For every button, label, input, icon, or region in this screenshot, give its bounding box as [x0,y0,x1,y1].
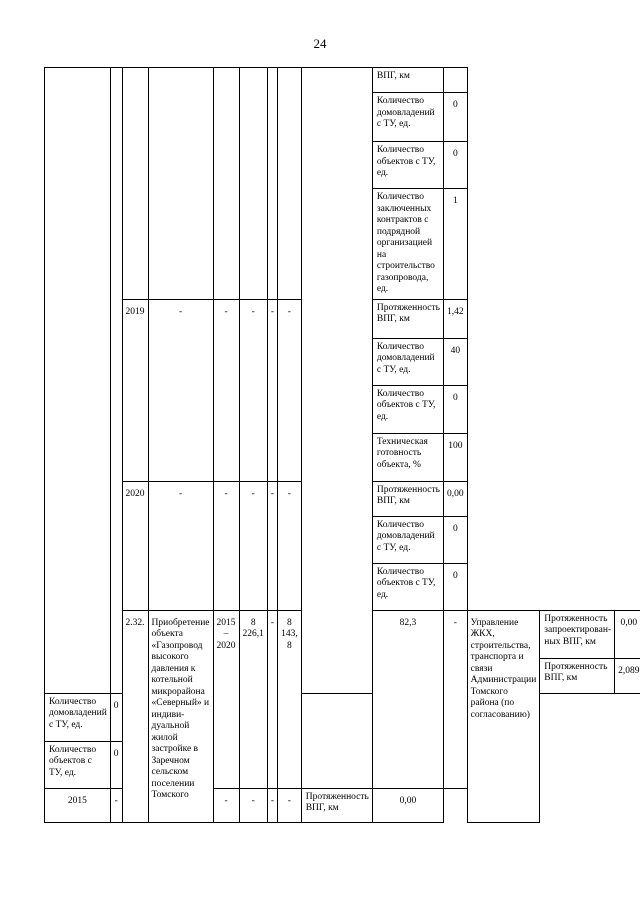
indicator-name: Количество объектов с ТУ, ед. [372,563,443,610]
year-cell: 2015 [45,788,111,822]
prev-executor-cell [301,68,372,694]
amount-cell: - [444,610,468,788]
amount-cell: - [213,481,239,610]
amount-cell: - [239,299,267,481]
indicator-value: 0 [444,563,468,610]
amount-cell: - [267,610,277,788]
indicator-value: 1,42 [444,299,468,338]
indicator-name: Количество домовладений с ТУ, ед. [45,693,111,741]
indicator-name: Количество домовладений с ТУ, ед. [372,516,443,563]
indicator-name: Протяженность ВПГ, км [301,788,372,822]
indicator-value: 0 [444,93,468,142]
year-cell: 2020 [122,481,148,610]
indicator-name: Протяженность ВПГ, км [540,658,615,693]
prev-name-cell [110,68,122,694]
indicator-value: 1 [444,189,468,300]
indicator-name: Количество объектов с ТУ, ед. [45,741,111,788]
indicator-name: ВПГ, км [372,68,443,93]
indicator-value: 0,00 [615,610,640,658]
indicator-name: Протяженность ВПГ, км [372,299,443,338]
amount-cell: 82,3 [372,610,443,788]
amount-cell: 8 226,1 [239,610,267,788]
amount-cell: - [278,788,302,822]
year-cell: 2019 [122,299,148,481]
indicator-value: 0 [444,516,468,563]
prev-number-cell [45,68,111,694]
indicator-name: Количество домовладений с ТУ, ед. [372,338,443,385]
amount-cell: - [267,481,277,610]
item-name: Приобретение объекта «Газопровод высокого давления к котельной микрорайона «Северный» и индиви-дуальной жилой застройке в Заречном сельском поселении Томского [148,610,213,822]
indicator-value: 2,089 [615,658,640,693]
prev-year-cell [122,68,148,300]
indicator-name: Протяженность ВПГ, км [372,481,443,516]
amount-cell: - [239,481,267,610]
executor-cell: Управление ЖКХ, строительства, транспорта и связи Администрации Томского района (по согласованию) [467,610,540,822]
amount-cell: - [239,788,267,822]
item-number: 2.32. [122,610,148,822]
program-table [44,67,640,823]
amount-cell: - [148,481,213,610]
indicator-name: Количество домовладений с ТУ, ед. [372,93,443,142]
indicator-value: 100 [444,433,468,481]
indicator-value: 0,00 [444,481,468,516]
amount-cell: - [213,788,239,822]
amount-cell: 8 143, 8 [278,610,302,788]
indicator-value: 0 [110,693,122,741]
amount-cell: - [110,788,122,822]
indicator-value: 0 [444,142,468,189]
indicator-value: 0 [110,741,122,788]
indicator-value: 40 [444,338,468,385]
amount-cell: - [213,299,239,481]
indicator-name: Количество заключенных контрактов с подрядной организацией на строительство газопровода, ед. [372,189,443,300]
indicator-value: 0 [444,385,468,433]
indicator-name: Количество объектов с ТУ, ед. [372,142,443,189]
amount-cell: - [278,481,302,610]
indicator-name: Количество объектов с ТУ, ед. [372,385,443,433]
indicator-name: Техническая готовность объекта, % [372,433,443,481]
amount-cell: - [267,788,277,822]
page-number: 24 [313,36,327,51]
period-cell: 2015 – 2020 [213,610,239,788]
indicator-name: Протяженность запроектирован-ных ВПГ, км [540,610,615,658]
amount-cell: - [148,299,213,481]
indicator-value: 0,00 [372,788,443,822]
amount-cell: - [278,299,302,481]
amount-cell: - [267,299,277,481]
indicator-value [444,68,468,93]
